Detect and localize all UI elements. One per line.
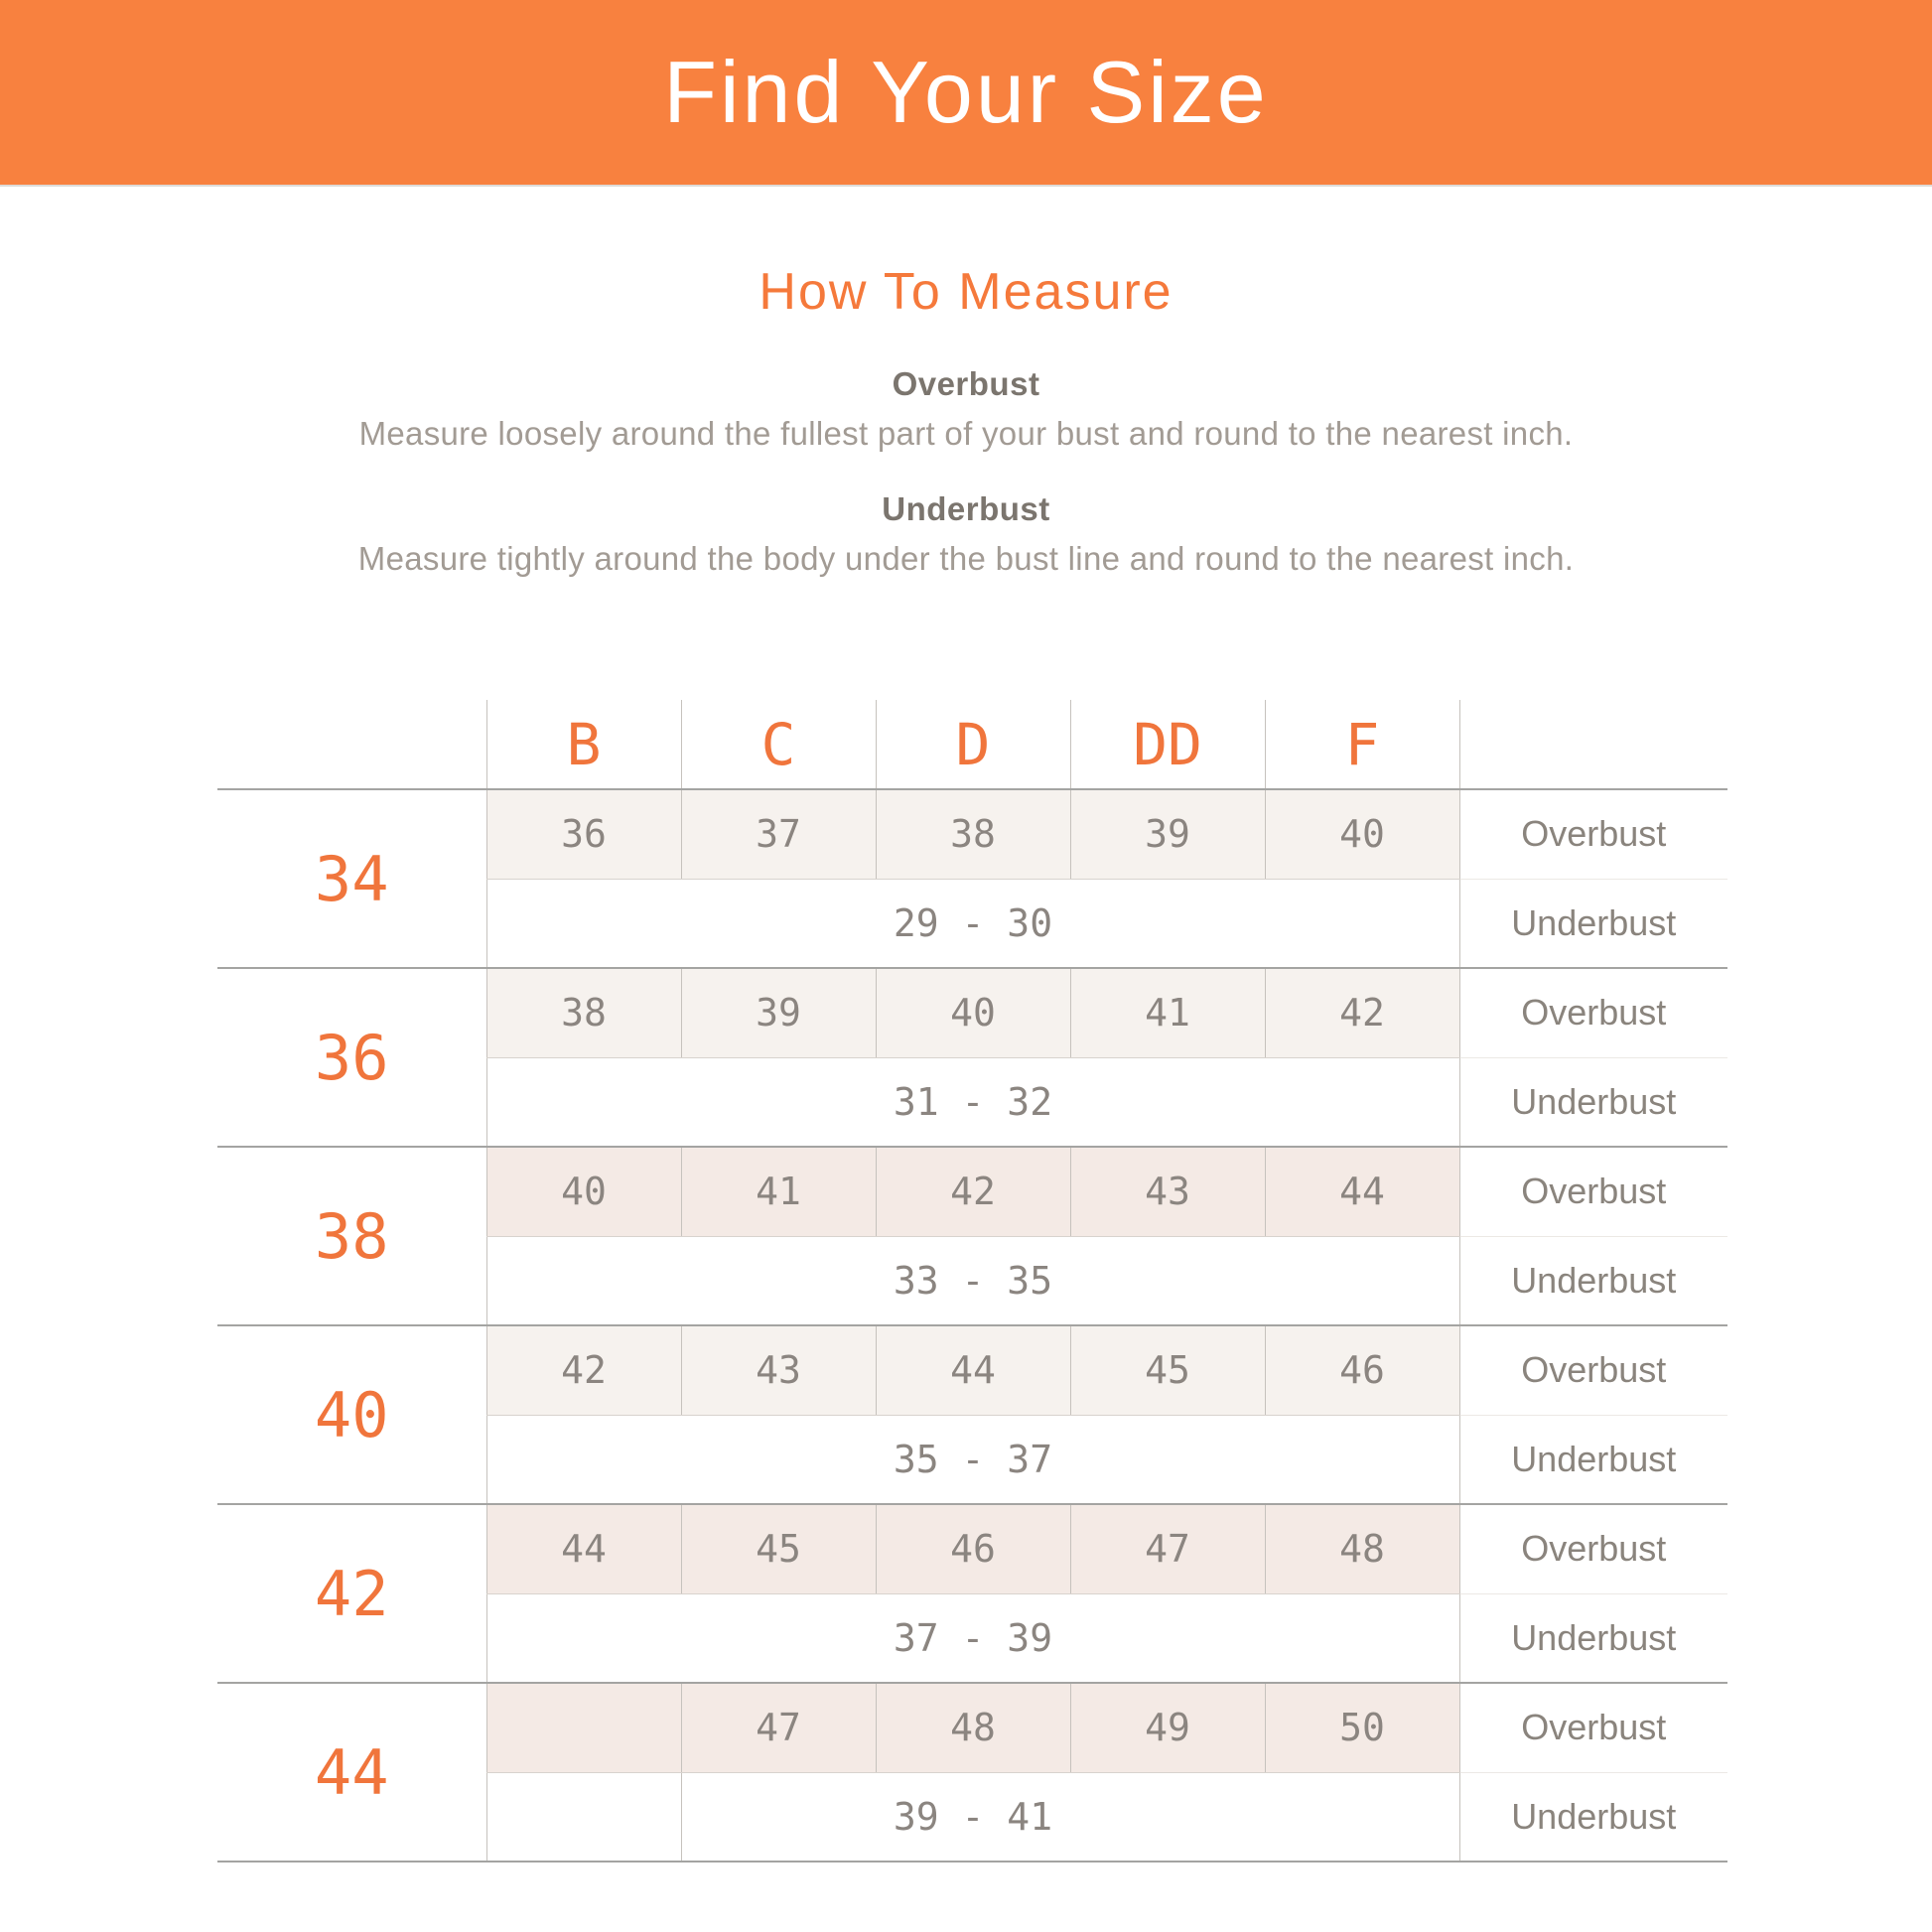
size-cell: 41 xyxy=(681,1147,876,1236)
size-cell: 42 xyxy=(1265,968,1459,1057)
row-label-overbust: Overbust xyxy=(1459,1147,1727,1236)
size-cell: 45 xyxy=(1070,1325,1265,1415)
size-cell: 47 xyxy=(681,1683,876,1772)
row-label-underbust: Underbust xyxy=(1459,1057,1727,1147)
size-cell: 40 xyxy=(486,1147,681,1236)
size-cell: 44 xyxy=(486,1504,681,1593)
band-size-label: 34 xyxy=(217,789,486,968)
table-row xyxy=(217,968,1727,1057)
row-label-overbust: Overbust xyxy=(1459,1325,1727,1415)
underbust-instruction-text: Measure tightly around the body under the bust line and round to the nearest inch. xyxy=(357,540,1575,577)
size-cell: 44 xyxy=(1265,1147,1459,1236)
how-to-measure-section xyxy=(0,262,1932,578)
size-cell: 38 xyxy=(876,789,1070,879)
table-row xyxy=(217,1325,1727,1415)
row-label-underbust: Underbust xyxy=(1459,1415,1727,1504)
row-label-overbust: Overbust xyxy=(1459,1504,1727,1593)
table-row xyxy=(217,1147,1727,1236)
underbust-range-cell xyxy=(486,1772,1459,1862)
cup-header-dd: DD xyxy=(1070,700,1265,789)
size-cell: 45 xyxy=(681,1504,876,1593)
underbust-instruction-label: Underbust xyxy=(882,490,1050,527)
size-cell: 36 xyxy=(486,789,681,879)
size-cell: 46 xyxy=(1265,1325,1459,1415)
cup-header-f: F xyxy=(1265,700,1459,789)
underbust-range-cell: 35 - 37 xyxy=(486,1415,1459,1504)
size-cell: 40 xyxy=(876,968,1070,1057)
size-cell: 43 xyxy=(1070,1147,1265,1236)
row-label-underbust: Underbust xyxy=(1459,1236,1727,1325)
size-cell: 46 xyxy=(876,1504,1070,1593)
overbust-instruction-text: Measure loosely around the fullest part of your bust and round to the nearest inch. xyxy=(358,415,1574,452)
cup-header-row xyxy=(217,700,1727,789)
band-size-label: 42 xyxy=(217,1504,486,1683)
corner-cell xyxy=(217,700,486,789)
size-cell: 49 xyxy=(1070,1683,1265,1772)
cup-header-c: C xyxy=(681,700,876,789)
band-size-label: 44 xyxy=(217,1683,486,1862)
size-cell: 37 xyxy=(681,789,876,879)
size-cell: 39 xyxy=(1070,789,1265,879)
size-cell: 42 xyxy=(486,1325,681,1415)
underbust-range-cell: 33 - 35 xyxy=(486,1236,1459,1325)
underbust-range-cell: 31 - 32 xyxy=(486,1057,1459,1147)
band-size-label: 38 xyxy=(217,1147,486,1325)
size-chart-table xyxy=(217,700,1727,1863)
how-to-measure-title: How To Measure xyxy=(759,263,1173,321)
row-label-underbust: Underbust xyxy=(1459,1772,1727,1862)
size-cell: 41 xyxy=(1070,968,1265,1057)
size-cell: 42 xyxy=(876,1147,1070,1236)
band-size-label: 36 xyxy=(217,968,486,1147)
size-cell: 40 xyxy=(1265,789,1459,879)
table-row xyxy=(217,1683,1727,1772)
table-row xyxy=(217,789,1727,879)
header-banner xyxy=(0,0,1932,187)
page-title: Find Your Size xyxy=(663,43,1269,141)
row-label-overbust: Overbust xyxy=(1459,789,1727,879)
size-cell: 48 xyxy=(876,1683,1070,1772)
size-cell: 39 xyxy=(681,968,876,1057)
cup-header-d: D xyxy=(876,700,1070,789)
underbust-range-value: 39 - 41 xyxy=(893,1794,1053,1839)
row-label-overbust: Overbust xyxy=(1459,1683,1727,1772)
band-size-label: 40 xyxy=(217,1325,486,1504)
size-cell: 43 xyxy=(681,1325,876,1415)
overbust-instruction-label: Overbust xyxy=(892,365,1040,402)
underbust-range-cell: 29 - 30 xyxy=(486,879,1459,968)
underbust-range-cell: 37 - 39 xyxy=(486,1593,1459,1683)
size-cell: 50 xyxy=(1265,1683,1459,1772)
size-cell: 48 xyxy=(1265,1504,1459,1593)
cup-header-b: B xyxy=(486,700,681,789)
size-cell: 44 xyxy=(876,1325,1070,1415)
size-cell: 38 xyxy=(486,968,681,1057)
corner-cell-right xyxy=(1459,700,1727,789)
row-label-underbust: Underbust xyxy=(1459,1593,1727,1683)
row-label-underbust: Underbust xyxy=(1459,879,1727,968)
column-divider-line xyxy=(681,1773,682,1862)
table-row xyxy=(217,1504,1727,1593)
row-label-overbust: Overbust xyxy=(1459,968,1727,1057)
size-cell: 47 xyxy=(1070,1504,1265,1593)
size-cell-empty xyxy=(486,1683,681,1772)
